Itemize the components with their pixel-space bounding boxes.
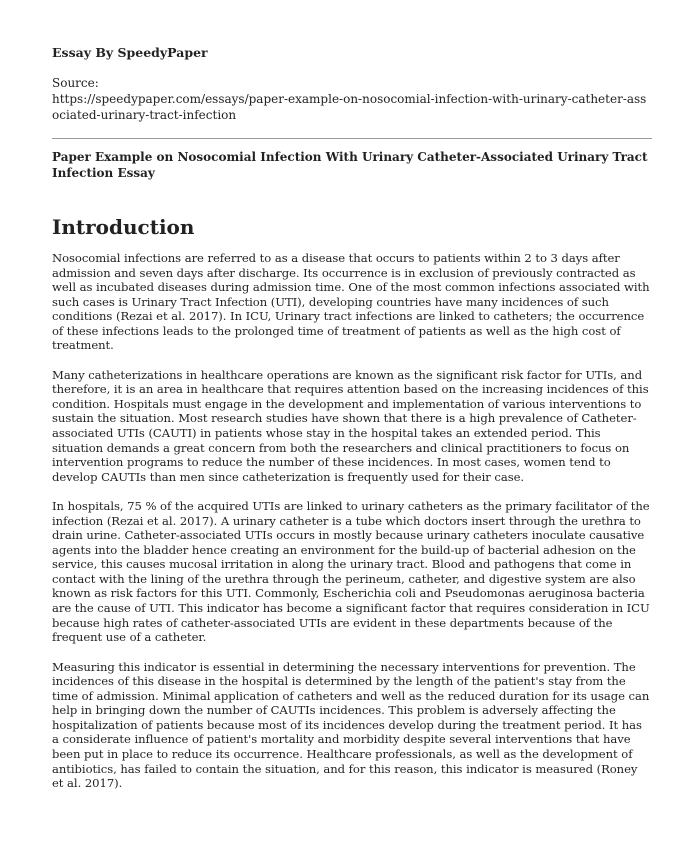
section-heading-introduction: Introduction: [52, 215, 195, 239]
document-title: Paper Example on Nosocomial Infection With Urinary Catheter-Associated Urinary Tract Infection Essay: [52, 150, 648, 180]
body-paragraph: In hospitals, 75 % of the acquired UTIs are linked to urinary catheters as the primary facilitator of the infection (Rezai et al. 2017). A urinary catheter is a tube which doctors insert through the urethra to drain urine. Catheter-associated UTIs occurs in mostly because urinary catheters inoculate causative agents into the bladder hence creating an environment for the build-up of bacterial adhesion on the service, this causes mucosal irritation in along the urinary tract. Blood and pathogens that come in contact with the lining of the urethra through the perineum, catheter, and digestive system are also known as risk factors for this UTI. Commonly, Escherichia coli and Pseudomonas aeruginosa bacteria are the cause of UTI. This indicator has become a significant factor that requires consideration in ICU because high rates of catheter-associated UTIs are evident in these departments because of the frequent use of a catheter.: [52, 499, 650, 645]
body-paragraph: Nosocomial infections are referred to as a disease that occurs to patients within 2 to 3 days after admission and seven days after discharge. Its occurrence is in exclusion of previously contracted as well as incubated diseases during admission time. One of the most common infections associated with such cases is Urinary Tract Infection (UTI), developing countries have many incidences of such conditions (Rezai et al. 2017). In ICU, Urinary tract infections are linked to catheters; the occurrence of these infections leads to the prolonged time of treatment of patients as well as the high cost of treatment.: [52, 251, 650, 353]
body-paragraph: Many catheterizations in healthcare operations are known as the significant risk factor for UTIs, and therefore, it is an area in healthcare that requires attention based on the increasing incidences of this condition. Hospitals must engage in the development and implementation of various interventions to sustain the situation. Most research studies have shown that there is a high prevalence of Catheter-associated UTIs (CAUTI) in patients whose stay in the hospital takes an extended period. This situation demands a great concern from both the researchers and clinical practitioners to focus on intervention programs to reduce the number of these incidences. In most cases, women tend to develop CAUTIs than men since catheterization is frequently used for their case.: [52, 367, 649, 484]
source-label: Source:: [52, 76, 99, 90]
essay-body: [52, 251, 650, 806]
source-block: [52, 75, 648, 123]
source-url-link[interactable]: https://speedypaper.com/essays/paper-example-on-nosocomial-infection-with-urinary-catheter-associated-urinary-tract-infection: [52, 92, 647, 122]
body-paragraph: Measuring this indicator is essential in determining the necessary interventions for prevention. The incidences of this disease in the hospital is determined by the length of the patient's stay from the time of admission. Minimal application of catheters and well as the reduced duration for its usage can help in bringing down the number of CAUTIs incidences. This problem is adversely affecting the hospitalization of patients because most of its incidences develop during the treatment period. It has a considerate influence of patient's mortality and morbidity despite several interventions that have been put in place to reduce its occurrence. Healthcare professionals, as well as the development of antibiotics, has failed to contain the situation, and for this reason, this indicator is measured (Roney et al. 2017).: [52, 659, 650, 791]
brand-label: Essay By SpeedyPaper: [52, 45, 208, 60]
header-divider: [52, 138, 652, 139]
